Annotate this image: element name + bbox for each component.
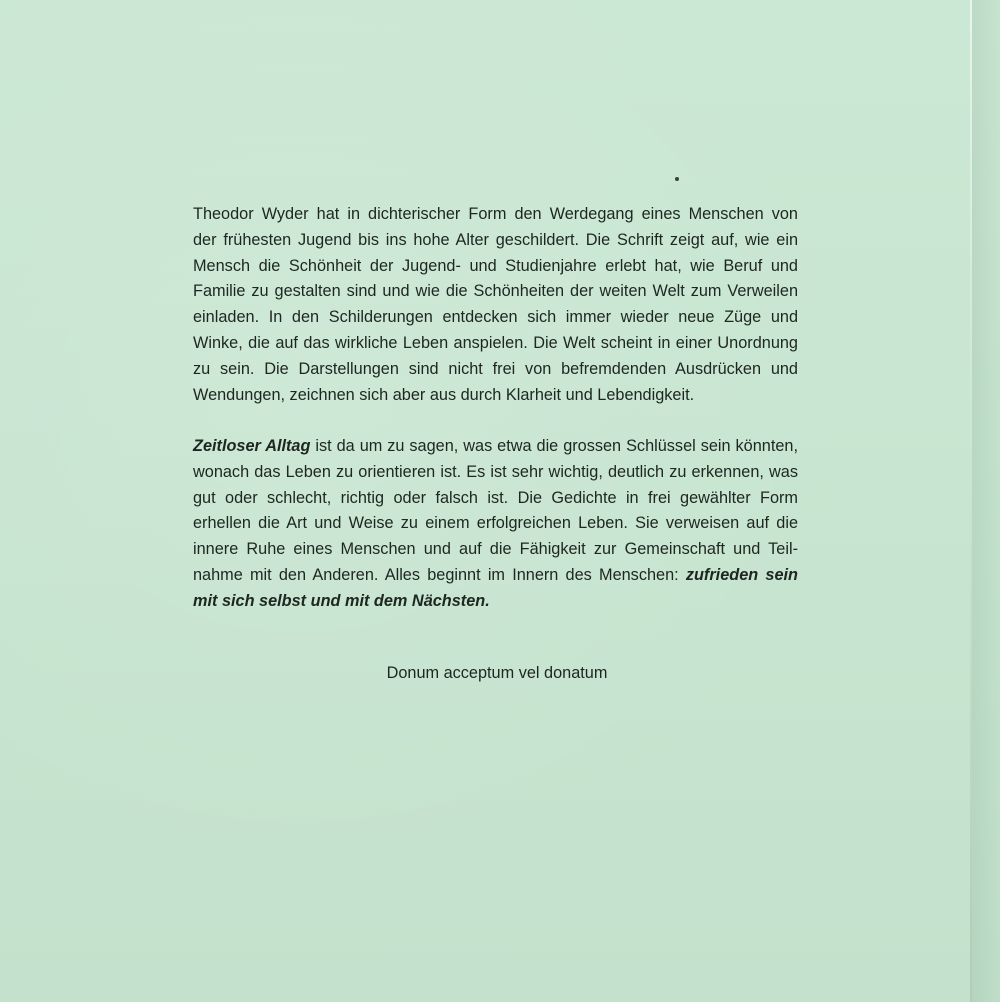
text-line: zu sein. Die Darstellungen sind nicht frei von befremdenden Ausdrücken und [193, 359, 798, 378]
text-line: gut oder schlecht, richtig oder falsch ist. Die Gedichte in frei gewählter Form [193, 488, 798, 507]
text-line: Familie zu gestalten sind und wie die Schönheiten der weiten Welt zum Verweilen [193, 282, 798, 301]
text-line: wonach das Leben zu orientieren ist. Es ist sehr wichtig, deutlich zu erkennen, was [193, 462, 798, 481]
spine-crease [970, 0, 972, 1002]
text-line: Mensch die Schönheit der Jugend- und Studienjahre erlebt hat, wie Beruf und [193, 256, 798, 275]
motto: Donum acceptum vel donatum [386, 664, 608, 682]
text-line [193, 589, 798, 615]
text-line: Wendungen, zeichnen sich aber aus durch Klarheit und Lebendigkeit. [193, 385, 695, 404]
text-line: der frühesten Jugend bis ins hohe Alter geschildert. Die Schrift zeigt auf, wie ein [193, 230, 798, 249]
text-line: innere Ruhe eines Menschen und auf die Fähigkeit zur Gemeinschaft und Teil- [193, 540, 798, 559]
paper-speck [675, 177, 679, 181]
description-paragraph-2 [193, 434, 798, 615]
text-fragment: ist da um zu sagen, was etwa die grossen Schlüssel sein könnten, [310, 437, 798, 455]
emphasis-text: zufrieden sein [685, 565, 798, 584]
page-edge-shadow [972, 0, 1000, 1002]
text-fragment: nahme mit den Anderen. Alles beginnt im Innern des Menschen: [193, 565, 686, 584]
text-line: Theodor Wyder hat in dichterischer Form den Werdegang eines Menschen von [193, 205, 798, 223]
book-title: Zeitloser Alltag [193, 437, 311, 455]
text-line [193, 563, 798, 589]
description-paragraph-1 [193, 202, 798, 408]
text-line: erhellen die Art und Weise zu einem erfolgreichen Leben. Sie verweisen auf die [193, 514, 798, 533]
emphasis-text: mit sich selbst und mit dem Nächsten. [193, 591, 490, 610]
text-line [193, 434, 798, 460]
text-line: Winke, die auf das wirkliche Leben anspielen. Die Welt scheint in einer Unordnung [193, 333, 798, 352]
text-line: einladen. In den Schilderungen entdecken sich immer wieder neue Züge und [193, 308, 798, 327]
